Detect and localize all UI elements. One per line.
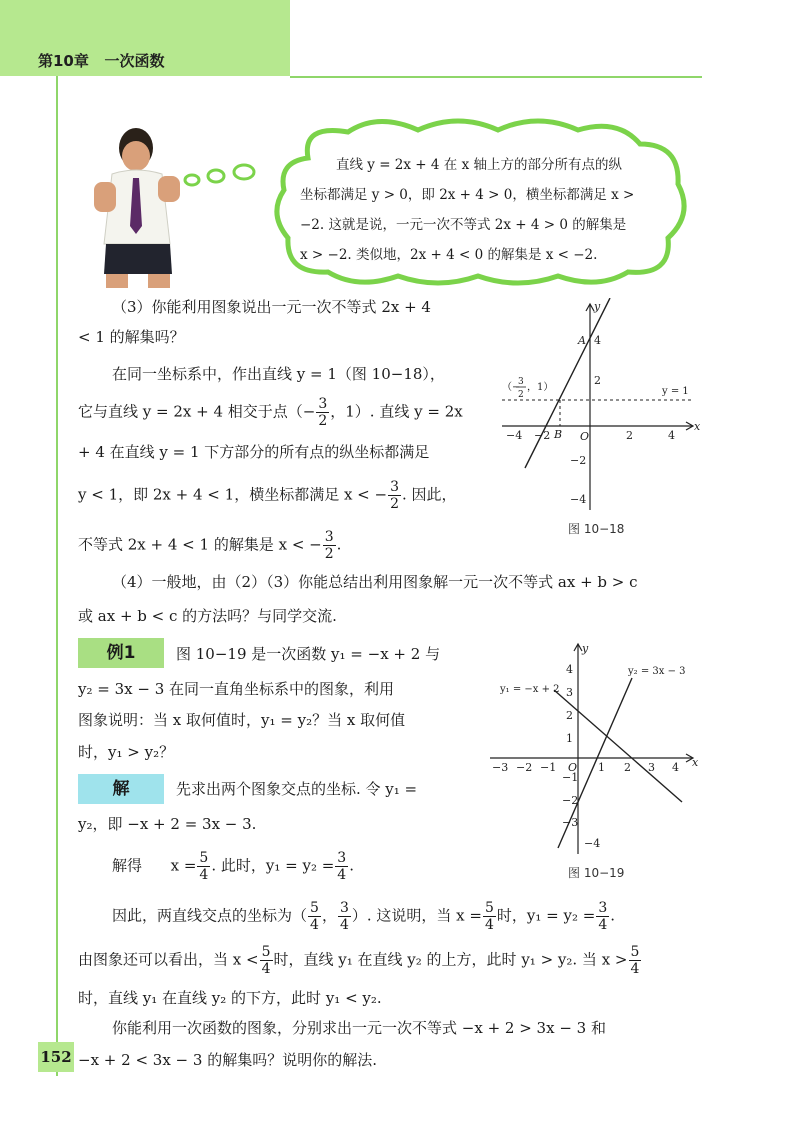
bubble-line: x > −2. 类似地，2x + 4 < 0 的解集是 x < −2.: [300, 247, 598, 263]
figure-10-18: [496, 298, 704, 516]
solution-line: [78, 944, 642, 977]
line-label: y = 1: [662, 386, 689, 397]
denominator: 4: [598, 917, 608, 933]
part3-line: < 1 的解集吗？: [78, 328, 185, 346]
part4-line: 或 ax + b < c 的方法吗？与同学交流.: [78, 607, 337, 625]
solution-line: 你能利用一次函数的图象，分别求出一元一次不等式 −x + 2 > 3x − 3 和: [112, 1019, 606, 1037]
chapter-title: 第10章 一次函数: [38, 52, 165, 70]
fraction: [308, 900, 321, 933]
tick-label: 3: [648, 761, 655, 774]
tick-label: −4: [584, 837, 601, 850]
figure-caption: 图 10−19: [568, 866, 625, 880]
tick-label: −2: [516, 761, 533, 774]
numerator: 3: [318, 396, 328, 412]
denominator: 4: [261, 961, 271, 977]
bubble-text: [300, 150, 660, 270]
point-label: （−: [502, 382, 521, 393]
boy-illustration: [92, 126, 184, 288]
numerator: 3: [337, 850, 347, 866]
example-tag: 例1: [78, 638, 164, 668]
text-span: 不等式 2x + 4 < 1 的解集是 x < −: [78, 535, 322, 554]
fraction: [338, 900, 351, 933]
text-span: . 因此，: [402, 485, 457, 504]
numerator: 3: [390, 479, 400, 495]
fraction: [388, 479, 401, 512]
denominator: 4: [339, 917, 349, 933]
fraction: [629, 944, 642, 977]
numerator: 5: [630, 944, 640, 960]
point-label-den: 2: [518, 390, 524, 400]
tick-label: −2: [534, 429, 551, 442]
tick-label: −1: [562, 771, 579, 784]
bubble-line: 坐标都满足 y > 0，即 2x + 4 > 0，横坐标都满足 x >: [300, 187, 635, 203]
tick-label: 4: [594, 334, 601, 347]
point-b-label: B: [554, 428, 563, 441]
tick-label: 1: [598, 761, 605, 774]
origin-label: O: [568, 761, 578, 774]
denominator: 2: [390, 496, 400, 512]
numerator: 3: [324, 529, 334, 545]
part4-line: （4）一般地，由（2）（3）你能总结出利用图象解一元一次不等式 ax + b > c: [112, 573, 638, 591]
thought-dots: [182, 160, 272, 190]
tick-label: 2: [566, 709, 573, 722]
example-line: 时，y₁ > y₂？: [78, 743, 175, 761]
solution-tag: 解: [78, 774, 164, 804]
x-axis-label: x: [694, 420, 701, 433]
text-span: 解得: [112, 856, 143, 875]
solution-line: 解得 x = $\frac{5}{4}$ . 此时，y₁ = y₂ = $\frac{3}{4}$ .: [112, 850, 354, 883]
fraction: [197, 850, 210, 883]
tick-label: −2: [570, 454, 587, 467]
denominator: 4: [484, 917, 494, 933]
figure-caption: 图 10−18: [568, 522, 625, 536]
tick-label: −3: [492, 761, 509, 774]
line-y2-label: y₂ = 3x − 3: [628, 666, 686, 677]
text-span: 由图象还可以看出，当 x <: [78, 950, 259, 969]
part3-line: [78, 479, 457, 512]
bubble-line: −2. 这就是说，一元一次不等式 2x + 4 > 0 的解集是: [300, 217, 627, 233]
solution-line: −x + 2 < 3x − 3 的解集吗？说明你的解法.: [78, 1051, 377, 1069]
part3-line: （3）你能利用图象说出一元一次不等式 2x + 4: [112, 298, 431, 316]
fraction: [335, 850, 348, 883]
point-label: ，1）: [527, 382, 554, 393]
bubble-line: 直线 y = 2x + 4 在 x 轴上方的部分所有点的纵: [336, 157, 622, 173]
denominator: 4: [199, 867, 209, 883]
text-span: . 此时，y₁ = y₂ =: [211, 856, 335, 875]
solution-line: y₂，即 −x + 2 = 3x − 3.: [78, 815, 257, 833]
y-axis-label: y: [582, 642, 589, 655]
tick-label: 4: [672, 761, 679, 774]
example-line: 图象说明：当 x 取何值时，y₁ = y₂？当 x 取何值: [78, 711, 406, 729]
tick-label: −3: [562, 816, 579, 829]
numerator: 5: [199, 850, 209, 866]
part3-line: 在同一坐标系中，作出直线 y = 1（图 10−18），: [112, 365, 445, 383]
line-y1-label: y₁ = −x + 2: [500, 684, 560, 695]
solution-line: 先求出两个图象交点的坐标. 令 y₁ =: [176, 780, 418, 798]
denominator: 4: [310, 917, 319, 933]
solution-line: 因此，两直线交点的坐标为（ $\frac{5}{4}$ ， $\frac{3}{4}$ ）. 这说明，当 x = $\frac{5}{4}$ 时，y₁ = y₂ = $\frac{3}{4}$ .: [112, 900, 616, 933]
tick-label: 3: [566, 686, 573, 699]
part3-line: [78, 529, 341, 562]
text-span: ，: [321, 906, 337, 925]
solution-line: 时，直线 y₁ 在直线 y₂ 的下方，此时 y₁ < y₂.: [78, 989, 382, 1007]
numerator: 5: [261, 944, 271, 960]
fraction: [316, 396, 329, 429]
tick-label: 4: [566, 663, 573, 676]
text-span: x =: [170, 856, 197, 875]
header-rule: [290, 76, 702, 78]
denominator: 4: [630, 961, 640, 977]
x-axis-label: x: [692, 756, 699, 769]
numerator: 3: [339, 900, 349, 916]
point-a-label: A: [578, 334, 586, 347]
page-number: 152: [38, 1042, 74, 1072]
text-span: 时，y₁ = y₂ =: [496, 906, 596, 925]
fraction: [323, 529, 336, 562]
tick-label: −1: [540, 761, 557, 774]
tick-label: −2: [562, 794, 579, 807]
y-axis-label: y: [594, 300, 601, 313]
denominator: 2: [318, 413, 328, 429]
fraction: [260, 944, 273, 977]
example-line: 图 10−19 是一次函数 y₁ = −x + 2 与: [176, 645, 441, 663]
text-span: .: [336, 535, 342, 554]
tick-label: 1: [566, 732, 573, 745]
numerator: 5: [310, 900, 319, 916]
tick-label: −4: [506, 429, 523, 442]
tick-label: 4: [668, 429, 675, 442]
denominator: 2: [324, 546, 334, 562]
point-label-num: 3: [518, 377, 524, 387]
text-span: y < 1，即 2x + 4 < 1，横坐标都满足 x < −: [78, 485, 388, 504]
tick-label: 2: [624, 761, 631, 774]
text-span: 它与直线 y = 2x + 4 相交于点（−: [78, 402, 316, 421]
text-span: ，1）. 直线 y = 2x: [330, 402, 463, 421]
tick-label: 2: [594, 374, 601, 387]
left-margin-rule: [56, 76, 58, 1076]
line-y1: [554, 690, 682, 802]
text-span: 时，直线 y₁ 在直线 y₂ 的上方，此时 y₁ > y₂. 当 x >: [273, 950, 628, 969]
fraction: [483, 900, 496, 933]
part3-line: [78, 396, 463, 429]
fraction: [596, 900, 609, 933]
numerator: 5: [484, 900, 494, 916]
denominator: 4: [337, 867, 347, 883]
text-span: ）. 这说明，当 x =: [351, 906, 482, 925]
figure-10-19: [486, 640, 700, 862]
tick-label: −4: [570, 493, 587, 506]
origin-label: O: [580, 430, 590, 443]
example-line: y₂ = 3x − 3 在同一直角坐标系中的图象，利用: [78, 680, 395, 698]
numerator: 3: [598, 900, 608, 916]
text-span: 因此，两直线交点的坐标为（: [112, 906, 308, 925]
part3-line: + 4 在直线 y = 1 下方部分的所有点的纵坐标都满足: [78, 443, 430, 461]
tick-label: 2: [626, 429, 633, 442]
